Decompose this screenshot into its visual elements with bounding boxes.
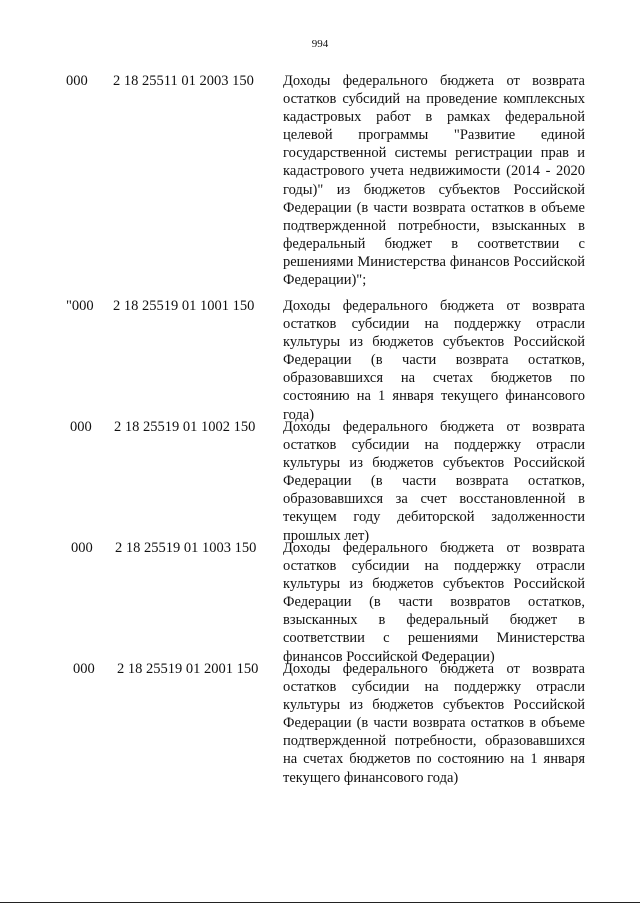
- kbk-code: 2 18 25519 01 2001 150: [117, 661, 259, 677]
- kbk-code: 2 18 25519 01 1001 150: [113, 298, 255, 314]
- bottom-scan-edge: [0, 902, 640, 903]
- admin-code: 000: [71, 540, 93, 556]
- kbk-code: 2 18 25519 01 1003 150: [115, 540, 257, 556]
- admin-code: 000: [70, 419, 92, 435]
- admin-code: "000: [66, 298, 94, 314]
- admin-code: 000: [66, 73, 88, 89]
- kbk-code: 2 18 25511 01 2003 150: [113, 73, 254, 89]
- row-description: Доходы федерального бюджета от возврата остатков субсидий на проведение комплексных кадастровых работ в рамках федеральной целевой программы "Развитие единой государственной системы регистрации прав и кадастрового учета недвижимости (2014 - 2020 годы)" из бюджетов субъектов Российской Федерации (в части возврата остатков в объеме подтвержденной потребности, взысканных в федеральный бюджет в соответствии с решениями Министерства финансов Российской Федерации)";: [283, 73, 585, 289]
- kbk-code: 2 18 25519 01 1002 150: [114, 419, 256, 435]
- page-number: 994: [311, 38, 329, 50]
- admin-code: 000: [73, 661, 95, 677]
- row-description: Доходы федерального бюджета от возврата остатков субсидии на поддержку отрасли культуры из бюджетов субъектов Российской Федерации (в части возврата остатков, образовавшихся на счетах бюджетов по состоянию на 1 января текущего финансового года): [283, 298, 585, 423]
- row-description: Доходы федерального бюджета от возврата остатков субсидии на поддержку отрасли культуры из бюджетов субъектов Российской Федерации (в части возвратов остатков, взысканных в федеральный бюджет в соответствии с решениями Министерства финансов Российской Федерации): [283, 540, 585, 665]
- row-description: Доходы федерального бюджета от возврата остатков субсидии на поддержку отрасли культуры из бюджетов субъектов Российской Федерации (в части возврата остатков, образовавшихся за счет восстановленной в текущем году дебиторской задолженности прошлых лет): [283, 419, 585, 544]
- row-description: Доходы федерального бюджета от возврата остатков субсидии на поддержку отрасли культуры из бюджетов субъектов Российской Федерации (в части возврата остатков в объеме подтвержденной потребности, образовавшихся на счетах бюджетов по состоянию на 1 января текущего финансового года): [283, 661, 585, 786]
